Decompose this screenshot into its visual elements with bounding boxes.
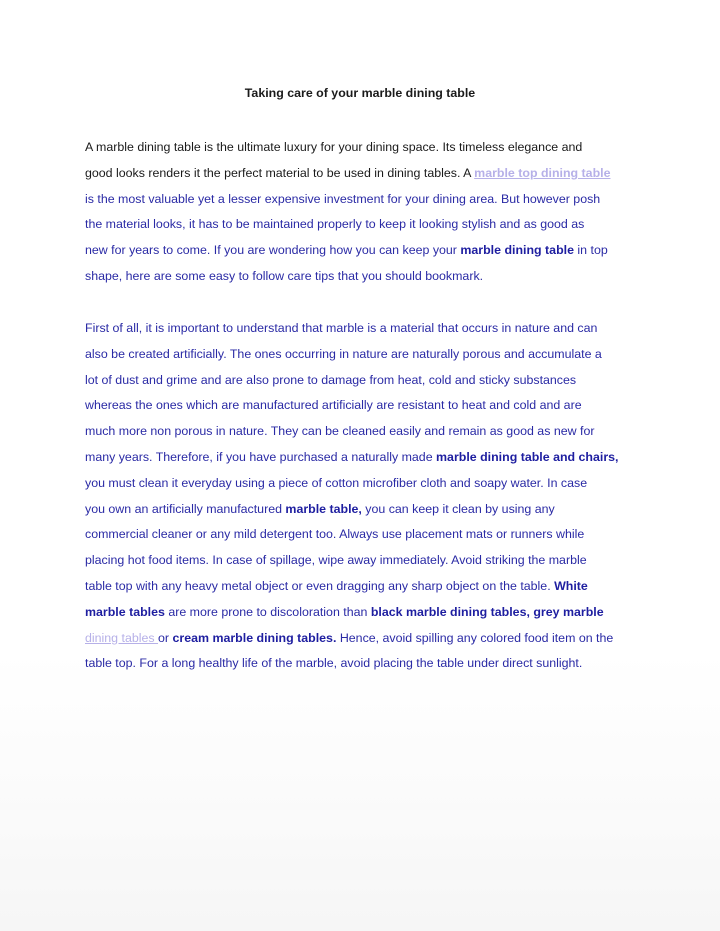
- bold-keyword: marble table,: [285, 501, 362, 516]
- bold-keyword: cream marble dining tables.: [172, 630, 337, 645]
- text-segment: many years. Therefore, if you have purchased a naturally made: [85, 449, 437, 464]
- bold-keyword: marble dining table: [460, 243, 574, 258]
- text-line: whereas the ones which are manufactured artificially are resistant to heat and cold and are: [85, 398, 582, 413]
- paragraph-care-tips: [85, 316, 645, 677]
- text-segment: new for years to come. If you are wondering how you can keep your: [85, 243, 461, 258]
- bold-keyword: White: [554, 578, 588, 593]
- text-segment: Hence, avoid spilling any colored food item on the: [336, 630, 614, 645]
- text-line: [85, 161, 645, 187]
- text-line: commercial cleaner or any mild detergent too. Always use placement mats or runners while: [85, 527, 585, 542]
- text-line: also be created artificially. The ones occurring in nature are naturally porous and accumulate a: [85, 346, 602, 361]
- text-segment: in top: [573, 243, 608, 258]
- text-line: lot of dust and grime and are also prone to damage from heat, cold and sticky substances: [85, 372, 577, 387]
- dining-tables-link[interactable]: dining tables: [85, 630, 159, 645]
- text-line: you must clean it everyday using a piece of cotton microfiber cloth and soapy water. In case: [85, 475, 588, 490]
- bold-keyword: black marble dining tables, grey marble: [370, 604, 604, 619]
- text-line: the material looks, it has to be maintained properly to keep it looking stylish and as good as: [85, 217, 585, 232]
- text-line: [85, 238, 645, 264]
- page-title: Taking care of your marble dining table: [244, 86, 476, 100]
- text-segment: are more prone to discoloration than: [164, 604, 371, 619]
- text-segment: you can keep it clean by using any: [361, 501, 555, 516]
- text-line: [85, 497, 645, 523]
- paragraph-intro: [85, 135, 645, 290]
- text-line: [85, 574, 645, 600]
- text-line: [85, 626, 645, 652]
- text-line: table top. For a long healthy life of the marble, avoid placing the table under direct sunlight.: [85, 656, 583, 671]
- text-line: [85, 600, 645, 626]
- text-line: much more non porous in nature. They can be cleaned easily and remain as good as new for: [85, 424, 595, 439]
- bold-keyword: marble tables: [85, 604, 165, 619]
- text-line: First of all, it is important to understand that marble is a material that occurs in nature and can: [85, 321, 598, 335]
- text-line: shape, here are some easy to follow care tips that you should bookmark.: [85, 268, 484, 283]
- text-line: placing hot food items. In case of spillage, wipe away immediately. Avoid striking the marble: [85, 553, 587, 568]
- text-segment: table top with any heavy metal object or even dragging any sharp object on the table.: [85, 578, 555, 593]
- text-line: [85, 445, 645, 471]
- bold-keyword: marble dining table and chairs,: [436, 449, 619, 464]
- text-segment: or: [158, 630, 173, 645]
- text-segment: you own an artificially manufactured: [85, 501, 286, 516]
- text-segment: good looks renders it the perfect material to be used in dining tables. A: [85, 165, 475, 180]
- marble-top-dining-table-link[interactable]: marble top dining table: [474, 165, 611, 180]
- text-line: A marble dining table is the ultimate luxury for your dining space. Its timeless elegance and: [85, 140, 583, 154]
- text-line: is the most valuable yet a lesser expensive investment for your dining area. But however posh: [85, 191, 601, 206]
